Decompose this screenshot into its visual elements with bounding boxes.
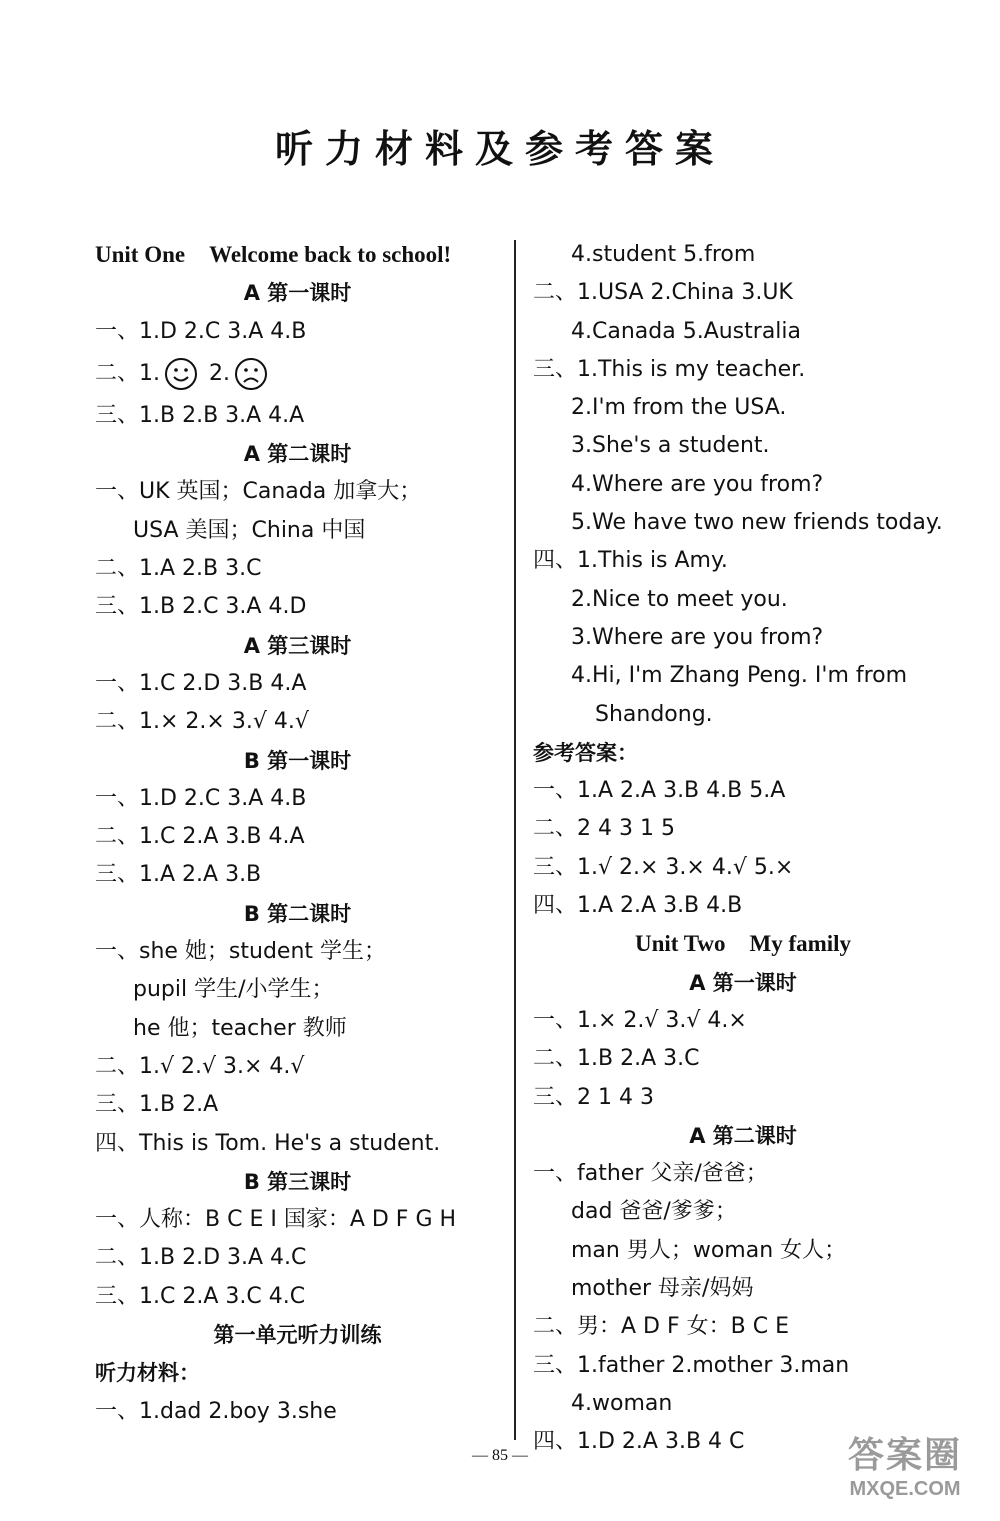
unit-one-subtitle: Welcome back to school! [209,242,452,267]
answer-line: 一、1.dad 2.boy 3.she [95,1398,337,1424]
answer-line: 4.Canada 5.Australia [571,318,802,344]
unit-one-title: Unit One [95,242,186,267]
answer-prefix: 二、1. [95,360,160,386]
section-heading: A 第二课时 [243,442,352,467]
answer-line: 一、she 她；student 学生； [95,939,387,965]
answer-line: pupil 学生/小学生； [133,977,334,1003]
answer-line: 一、1.A 2.A 3.B 4.B 5.A [533,778,786,804]
answer-line: 4.Hi, I'm Zhang Peng. I'm from [571,663,908,689]
answer-line: 一、1.D 2.C 3.A 4.B [95,785,307,811]
watermark-url: MXQE.COM [849,1478,961,1500]
answer-line: he 他；teacher 教师 [133,1015,347,1041]
answer-line: 二、男：A D F 女：B C E [533,1314,789,1340]
answer-line: 3.Where are you from? [571,624,824,650]
answer-line-faces [95,351,500,397]
answer-line: 四、1.A 2.A 3.B 4.B [533,893,743,919]
answer-line: 一、1.× 2.√ 3.√ 4.× [533,1007,747,1033]
answer-line: 4.student 5.from [571,242,756,267]
answer-line: 三、1.√ 2.× 3.× 4.√ 5.× [533,854,794,880]
answer-line: 三、1.father 2.mother 3.man [533,1352,850,1378]
answer-line: 4.woman [571,1390,673,1416]
section-heading: A 第二课时 [689,1123,797,1148]
section-heading: A 第三课时 [243,633,352,658]
answer-number: 2. [209,360,230,386]
answer-line: 四、1.This is Amy. [533,548,728,574]
answer-line: 四、This is Tom. He's a student. [95,1130,441,1156]
answer-line: 三、1.B 2.C 3.A 4.D [95,594,307,620]
answer-line: 二、1.× 2.× 3.√ 4.√ [95,709,309,735]
section-heading: B 第二课时 [243,901,352,926]
answer-line: 二、2 4 3 1 5 [533,816,675,842]
answer-line: 一、1.D 2.C 3.A 4.B [95,318,307,344]
smiley-face-icon [164,357,198,391]
answer-line: USA 美国；China 中国 [133,517,366,543]
section-heading: A 第一课时 [689,970,797,995]
reference-answers-label: 参考答案： [533,740,638,765]
unit-two-title: Unit Two [634,931,726,957]
section-heading: B 第一课时 [243,748,352,773]
unit-one-heading [95,236,500,274]
answer-line: 二、1.B 2.D 3.A 4.C [95,1245,307,1271]
watermark-text: 答案圈 [847,1434,962,1475]
answer-line: 二、1.C 2.A 3.B 4.A [95,824,305,850]
answer-line: 3.She's a student. [571,433,770,459]
answer-line: 2.I'm from the USA. [571,395,787,421]
answer-line: 四、1.D 2.A 3.B 4 C [533,1429,745,1455]
answer-line: 二、1.√ 2.√ 3.× 4.√ [95,1053,305,1079]
answer-line: 二、1.B 2.A 3.C [533,1046,700,1072]
answer-line: 三、1.B 2.B 3.A 4.A [95,402,305,428]
page-number: — 85 — [472,1447,528,1464]
answer-line: dad 爸爸/爹爹； [571,1199,737,1225]
column-divider [514,240,516,1440]
answer-line: 二、1.A 2.B 3.C [95,556,262,582]
answer-line: 一、father 父亲/爸爸； [533,1161,768,1187]
right-column [533,236,953,1462]
answer-line: Shandong. [595,701,713,727]
page-title: 听力材料及参考答案 [274,126,725,171]
answer-line: 三、2 1 4 3 [533,1084,654,1110]
section-heading: A 第一课时 [243,281,352,306]
answer-line: 三、1.A 2.A 3.B [95,862,262,888]
answer-line: 4.Where are you from? [571,471,824,497]
unit-two-subtitle: My family [749,931,852,957]
answer-line: 三、1.This is my teacher. [533,356,806,382]
answer-line: mother 母亲/妈妈 [571,1276,754,1302]
section-heading: B 第三课时 [243,1169,352,1194]
watermark-logo [830,1427,980,1501]
unit-listening-heading: 第一单元听力训练 [213,1323,382,1348]
sad-face-icon [234,357,268,391]
answer-line: 5.We have two new friends today. [571,510,943,536]
answer-line: 三、1.C 2.A 3.C 4.C [95,1283,306,1309]
answer-line: 一、UK 英国；Canada 加拿大； [95,479,422,505]
answer-line: 一、1.C 2.D 3.B 4.A [95,670,307,696]
answer-line: 2.Nice to meet you. [571,586,788,612]
answer-line: 一、人称：B C E I 国家：A D F G H [95,1207,457,1233]
left-column [95,236,500,1431]
listening-material-label: 听力材料： [95,1361,200,1386]
answer-line: 三、1.B 2.A [95,1092,219,1118]
answer-line: man 男人；woman 女人； [571,1237,847,1263]
unit-two-heading [533,925,953,963]
answer-line: 二、1.USA 2.China 3.UK [533,280,793,306]
